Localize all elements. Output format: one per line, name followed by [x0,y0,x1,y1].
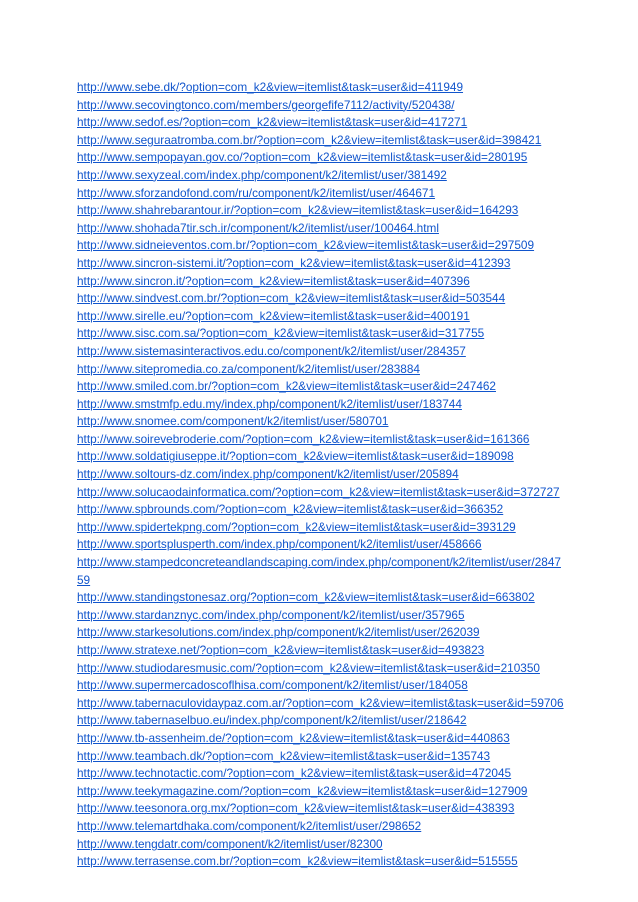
list-item [77,413,567,431]
url-link[interactable]: http://www.smiled.com.br/?option=com_k2&view=itemlist&task=user&id=247462 [77,379,496,394]
url-link[interactable]: http://www.sportsplusperth.com/index.php/component/k2/itemlist/user/458666 [77,537,482,552]
list-item [77,554,567,589]
list-item [77,97,567,115]
url-link[interactable]: http://www.solucaodainformatica.com/?option=com_k2&view=itemlist&task=user&id=372727 [77,484,560,499]
list-item [77,836,567,854]
url-link[interactable]: http://www.sexyzeal.com/index.php/component/k2/itemlist/user/381492 [77,167,447,182]
list-item [77,589,567,607]
list-item [77,132,567,150]
url-link[interactable]: http://www.standingstonesaz.org/?option=com_k2&view=itemlist&task=user&id=663802 [77,590,535,605]
url-link[interactable]: http://www.studiodaresmusic.com/?option=com_k2&view=itemlist&task=user&id=210350 [77,660,540,675]
list-item [77,484,567,502]
url-link[interactable]: http://www.soirevebroderie.com/?option=com_k2&view=itemlist&task=user&id=161366 [77,431,530,446]
list-item [77,800,567,818]
url-link[interactable]: http://www.teambach.dk/?option=com_k2&view=itemlist&task=user&id=135743 [77,748,491,763]
url-link[interactable]: http://www.tengdatr.com/component/k2/itemlist/user/82300 [77,836,383,851]
list-item [77,308,567,326]
list-item [77,677,567,695]
list-item [77,237,567,255]
url-link[interactable]: http://www.seguraatromba.com.br/?option=com_k2&view=itemlist&task=user&id=398421 [77,132,542,147]
url-link[interactable]: http://www.sedof.es/?option=com_k2&view=itemlist&task=user&id=417271 [77,115,468,130]
list-item [77,818,567,836]
list-item [77,273,567,291]
url-link[interactable]: http://www.telemartdhaka.com/component/k2/itemlist/user/298652 [77,818,422,833]
url-link[interactable]: http://www.snomee.com/component/k2/itemlist/user/580701 [77,414,389,429]
list-item [77,185,567,203]
url-link[interactable]: http://www.tb-assenheim.de/?option=com_k2&view=itemlist&task=user&id=440863 [77,730,510,745]
url-link[interactable]: http://www.sincron-sistemi.it/?option=com_k2&view=itemlist&task=user&id=412393 [77,255,511,270]
list-item [77,660,567,678]
list-item [77,607,567,625]
url-link[interactable]: http://www.sisc.com.sa/?option=com_k2&view=itemlist&task=user&id=317755 [77,326,485,341]
url-link[interactable]: http://www.sforzandofond.com/ru/component/k2/itemlist/user/464671 [77,185,436,200]
list-item [77,783,567,801]
list-item [77,220,567,238]
url-link[interactable]: http://www.sebe.dk/?option=com_k2&view=itemlist&task=user&id=411949 [77,80,464,94]
url-link[interactable]: http://www.sistemasinteractivos.edu.co/component/k2/itemlist/user/284357 [77,343,466,358]
list-item [77,431,567,449]
url-link[interactable]: http://www.shohada7tir.sch.ir/component/k2/itemlist/user/100464.html [77,220,439,235]
url-link[interactable]: http://www.sindvest.com.br/?option=com_k2&view=itemlist&task=user&id=503544 [77,291,506,306]
url-link[interactable]: http://www.sempopayan.gov.co/?option=com_k2&view=itemlist&task=user&id=280195 [77,150,528,165]
list-item [77,202,567,220]
url-link[interactable]: http://www.tabernaculovidaypaz.com.ar/?option=com_k2&view=itemlist&task=user&id=59706 [77,695,564,710]
list-item [77,149,567,167]
list-item [77,378,567,396]
list-item [77,536,567,554]
url-link[interactable]: http://www.tabernaselbuo.eu/index.php/component/k2/itemlist/user/218642 [77,713,467,728]
list-item [77,79,567,97]
url-link[interactable]: http://www.stampedconcreteandlandscaping.com/index.php/component/k2/itemlist/user/284759 [77,555,561,587]
url-link[interactable]: http://www.supermercadoscoflhisa.com/component/k2/itemlist/user/184058 [77,678,468,693]
url-link[interactable]: http://www.spidertekpng.com/?option=com_k2&view=itemlist&task=user&id=393129 [77,519,516,534]
list-item [77,361,567,379]
url-link[interactable]: http://www.sitepromedia.co.za/component/k2/itemlist/user/283884 [77,361,420,376]
list-item [77,448,567,466]
url-link[interactable]: http://www.smstmfp.edu.my/index.php/component/k2/itemlist/user/183744 [77,396,462,411]
list-item [77,290,567,308]
list-item [77,501,567,519]
list-item [77,114,567,132]
url-link[interactable]: http://www.technotactic.com/?option=com_k2&view=itemlist&task=user&id=472045 [77,766,512,781]
url-link[interactable]: http://www.spbrounds.com/?option=com_k2&view=itemlist&task=user&id=366352 [77,502,504,517]
url-link[interactable]: http://www.soltours-dz.com/index.php/component/k2/itemlist/user/205894 [77,467,459,482]
url-link[interactable]: http://www.teesonora.org.mx/?option=com_k2&view=itemlist&task=user&id=438393 [77,801,515,816]
url-list [77,79,567,871]
list-item [77,748,567,766]
list-item [77,730,567,748]
list-item [77,765,567,783]
url-link[interactable]: http://www.sincron.it/?option=com_k2&view=itemlist&task=user&id=407396 [77,273,470,288]
url-link[interactable]: http://www.secovingtonco.com/members/georgefife7112/activity/520438/ [77,97,455,112]
list-item [77,642,567,660]
list-item [77,519,567,537]
list-item [77,466,567,484]
list-item [77,853,567,871]
list-item [77,325,567,343]
url-link[interactable]: http://www.shahrebarantour.ir/?option=com_k2&view=itemlist&task=user&id=164293 [77,203,519,218]
url-link[interactable]: http://www.teekymagazine.com/?option=com_k2&view=itemlist&task=user&id=127909 [77,783,528,798]
list-item [77,396,567,414]
list-item [77,343,567,361]
url-link[interactable]: http://www.sidneieventos.com.br/?option=com_k2&view=itemlist&task=user&id=297509 [77,238,535,253]
url-link[interactable]: http://www.sirelle.eu/?option=com_k2&view=itemlist&task=user&id=400191 [77,308,470,323]
list-item [77,624,567,642]
list-item [77,712,567,730]
url-link[interactable]: http://www.terrasense.com.br/?option=com_k2&view=itemlist&task=user&id=515555 [77,854,518,869]
url-link[interactable]: http://www.soldatigiuseppe.it/?option=com_k2&view=itemlist&task=user&id=189098 [77,449,514,464]
url-link[interactable]: http://www.stardanznyc.com/index.php/component/k2/itemlist/user/357965 [77,607,465,622]
list-item [77,167,567,185]
url-link[interactable]: http://www.starkesolutions.com/index.php/component/k2/itemlist/user/262039 [77,625,480,640]
list-item [77,695,567,713]
url-link[interactable]: http://www.stratexe.net/?option=com_k2&view=itemlist&task=user&id=493823 [77,643,485,657]
list-item [77,255,567,273]
